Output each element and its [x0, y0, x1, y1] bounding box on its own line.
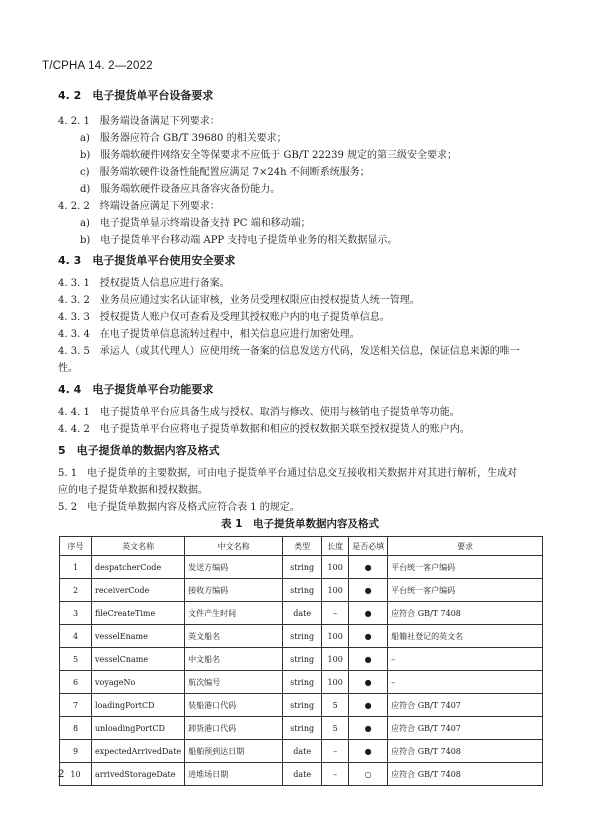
page-number: 2 — [58, 768, 65, 780]
table-cell: ● — [349, 740, 388, 763]
section-heading: 4. 3 电子提货单平台使用安全要求 — [58, 254, 236, 267]
table-cell: 2 — [60, 579, 92, 602]
column-header: 类型 — [283, 537, 322, 556]
paragraph-line: b) 电子提货单平台移动端 APP 支持电子提货单业务的相关数据显示。 — [80, 235, 398, 246]
section-heading: 4. 2 电子提货单平台设备要求 — [58, 89, 214, 102]
table-cell: 船籍社登记的英文名 — [388, 625, 543, 648]
table-cell: ● — [349, 648, 388, 671]
paragraph-line: 性。 — [58, 363, 78, 374]
paragraph-line: c) 服务端软硬件设备性能配置应满足 7×24h 不间断系统服务； — [80, 167, 370, 178]
table-row — [60, 625, 543, 648]
table-row — [60, 694, 543, 717]
column-header: 中文名称 — [185, 537, 283, 556]
paragraph-line: 应的电子提货单数据和授权数据。 — [58, 485, 208, 496]
table-cell: 应符合 GB/T 7408 — [388, 763, 543, 786]
paragraph-line: 4. 2. 2 终端设备应满足下列要求： — [58, 201, 220, 212]
table-cell: expectedArrivedDate — [92, 740, 185, 763]
table-cell: 4 — [60, 625, 92, 648]
table-cell: unloadingPortCD — [92, 717, 185, 740]
data-format-table — [59, 536, 543, 786]
table-cell: vesselEname — [92, 625, 185, 648]
table-cell: 装船港口代码 — [185, 694, 283, 717]
column-header: 要求 — [388, 537, 543, 556]
table-cell: fileCreateTime — [92, 602, 185, 625]
paragraph-line: d) 服务端软硬件设备应具备容灾备份能力。 — [80, 184, 281, 195]
table-cell: 7 — [60, 694, 92, 717]
table-cell: 5 — [322, 717, 349, 740]
table-cell: 3 — [60, 602, 92, 625]
section-heading: 5 电子提货单的数据内容及格式 — [58, 444, 220, 457]
paragraph-line: 4. 3. 3 授权提货人账户仅可查看及受理其授权账户内的电子提货单信息。 — [58, 312, 390, 323]
table-cell: 应符合 GB/T 7407 — [388, 694, 543, 717]
table-cell: ● — [349, 694, 388, 717]
table-cell: 100 — [322, 625, 349, 648]
paragraph-line: 4. 3. 5 承运人（或其代理人）应使用统一备案的信息发送方代码，发送相关信息，保证信息来源的唯一 — [58, 346, 520, 357]
table-cell: 文件产生时间 — [185, 602, 283, 625]
table-cell: 6 — [60, 671, 92, 694]
table-cell: ● — [349, 602, 388, 625]
table-cell: 进堆场日期 — [185, 763, 283, 786]
table-cell: ● — [349, 671, 388, 694]
table-cell: string — [283, 556, 322, 579]
table-cell: ● — [349, 717, 388, 740]
table-cell: – — [322, 740, 349, 763]
table-cell: – — [388, 671, 543, 694]
table-cell: 平台统一客户编码 — [388, 556, 543, 579]
table-row — [60, 671, 543, 694]
table-cell: 应符合 GB/T 7408 — [388, 740, 543, 763]
paragraph-line: 5. 2 电子提货单数据内容及格式应符合表 1 的规定。 — [58, 502, 300, 513]
table-cell: – — [322, 602, 349, 625]
table-cell: – — [388, 648, 543, 671]
table-cell: receiverCode — [92, 579, 185, 602]
table-row — [60, 763, 543, 786]
table-cell: despatcherCode — [92, 556, 185, 579]
paragraph-line: 4. 3. 2 业务员应通过实名认证审核，业务员受理权限应由授权提货人统一管理。 — [58, 295, 420, 306]
table-cell: 9 — [60, 740, 92, 763]
table-cell: date — [283, 763, 322, 786]
table-cell: 100 — [322, 556, 349, 579]
table-caption: 表 1 电子提货单数据内容及格式 — [221, 518, 379, 530]
table-cell: loadingPortCD — [92, 694, 185, 717]
table-cell: 英文船名 — [185, 625, 283, 648]
column-header: 序号 — [60, 537, 92, 556]
paragraph-line: a) 服务器应符合 GB/T 39680 的相关要求； — [80, 133, 287, 144]
table-cell: 发送方编码 — [185, 556, 283, 579]
table-cell: 10 — [60, 763, 92, 786]
table-cell: 1 — [60, 556, 92, 579]
table-cell: 5 — [322, 694, 349, 717]
table-cell: ● — [349, 556, 388, 579]
table-cell: vesselCname — [92, 648, 185, 671]
table-cell: ● — [349, 625, 388, 648]
column-header: 长度 — [322, 537, 349, 556]
table-cell: – — [322, 763, 349, 786]
table-cell: 中文船名 — [185, 648, 283, 671]
table-cell: 船舶预到达日期 — [185, 740, 283, 763]
table-cell: 航次编号 — [185, 671, 283, 694]
table-row — [60, 602, 543, 625]
table-cell: date — [283, 602, 322, 625]
table-header-row — [60, 537, 543, 556]
table-cell: 100 — [322, 648, 349, 671]
table-cell: 应符合 GB/T 7407 — [388, 717, 543, 740]
paragraph-line: 5. 1 电子提货单的主要数据，可由电子提货单平台通过信息交互接收相关数据并对其进行解析，生成对 — [58, 468, 518, 479]
table-cell: arrivedStorageDate — [92, 763, 185, 786]
table-cell: 平台统一客户编码 — [388, 579, 543, 602]
paragraph-line: 4. 4. 2 电子提货单平台应将电子提货单数据和相应的授权数据关联至授权提货人的账户内。 — [58, 424, 470, 435]
table-cell: 5 — [60, 648, 92, 671]
table-cell: string — [283, 694, 322, 717]
table-row — [60, 579, 543, 602]
column-header: 英文名称 — [92, 537, 185, 556]
table-cell: date — [283, 740, 322, 763]
table-cell: 100 — [322, 671, 349, 694]
paragraph-line: 4. 3. 4 在电子提货单信息流转过程中，相关信息应进行加密处理。 — [58, 329, 360, 340]
table-cell: string — [283, 579, 322, 602]
table-cell: string — [283, 717, 322, 740]
table-cell: 应符合 GB/T 7408 — [388, 602, 543, 625]
document-header: T/CPHA 14. 2—2022 — [42, 60, 153, 72]
paragraph-line: 4. 4. 1 电子提货单平台应具备生成与授权、取消与修改、使用与核销电子提货单等功能。 — [58, 407, 460, 418]
paragraph-line: a) 电子提货单显示终端设备支持 PC 端和移动端； — [80, 218, 311, 229]
table-cell: ○ — [349, 763, 388, 786]
table-cell: string — [283, 648, 322, 671]
table-row — [60, 717, 543, 740]
paragraph-line: 4. 2. 1 服务端设备满足下列要求： — [58, 116, 220, 127]
table-cell: 卸货港口代码 — [185, 717, 283, 740]
table-cell: 8 — [60, 717, 92, 740]
table-cell: string — [283, 625, 322, 648]
table-row — [60, 556, 543, 579]
table-cell: 接收方编码 — [185, 579, 283, 602]
table-cell: voyageNo — [92, 671, 185, 694]
column-header: 是否必填 — [349, 537, 388, 556]
table-cell: 100 — [322, 579, 349, 602]
paragraph-line: b) 服务端软硬件网络安全等保要求不应低于 GB/T 22239 规定的第三级安全要求； — [80, 150, 458, 161]
section-heading: 4. 4 电子提货单平台功能要求 — [58, 383, 214, 396]
table-row — [60, 648, 543, 671]
table-cell: string — [283, 671, 322, 694]
table-cell: ● — [349, 579, 388, 602]
paragraph-line: 4. 3. 1 授权提货人信息应进行备案。 — [58, 278, 230, 289]
table-row — [60, 740, 543, 763]
